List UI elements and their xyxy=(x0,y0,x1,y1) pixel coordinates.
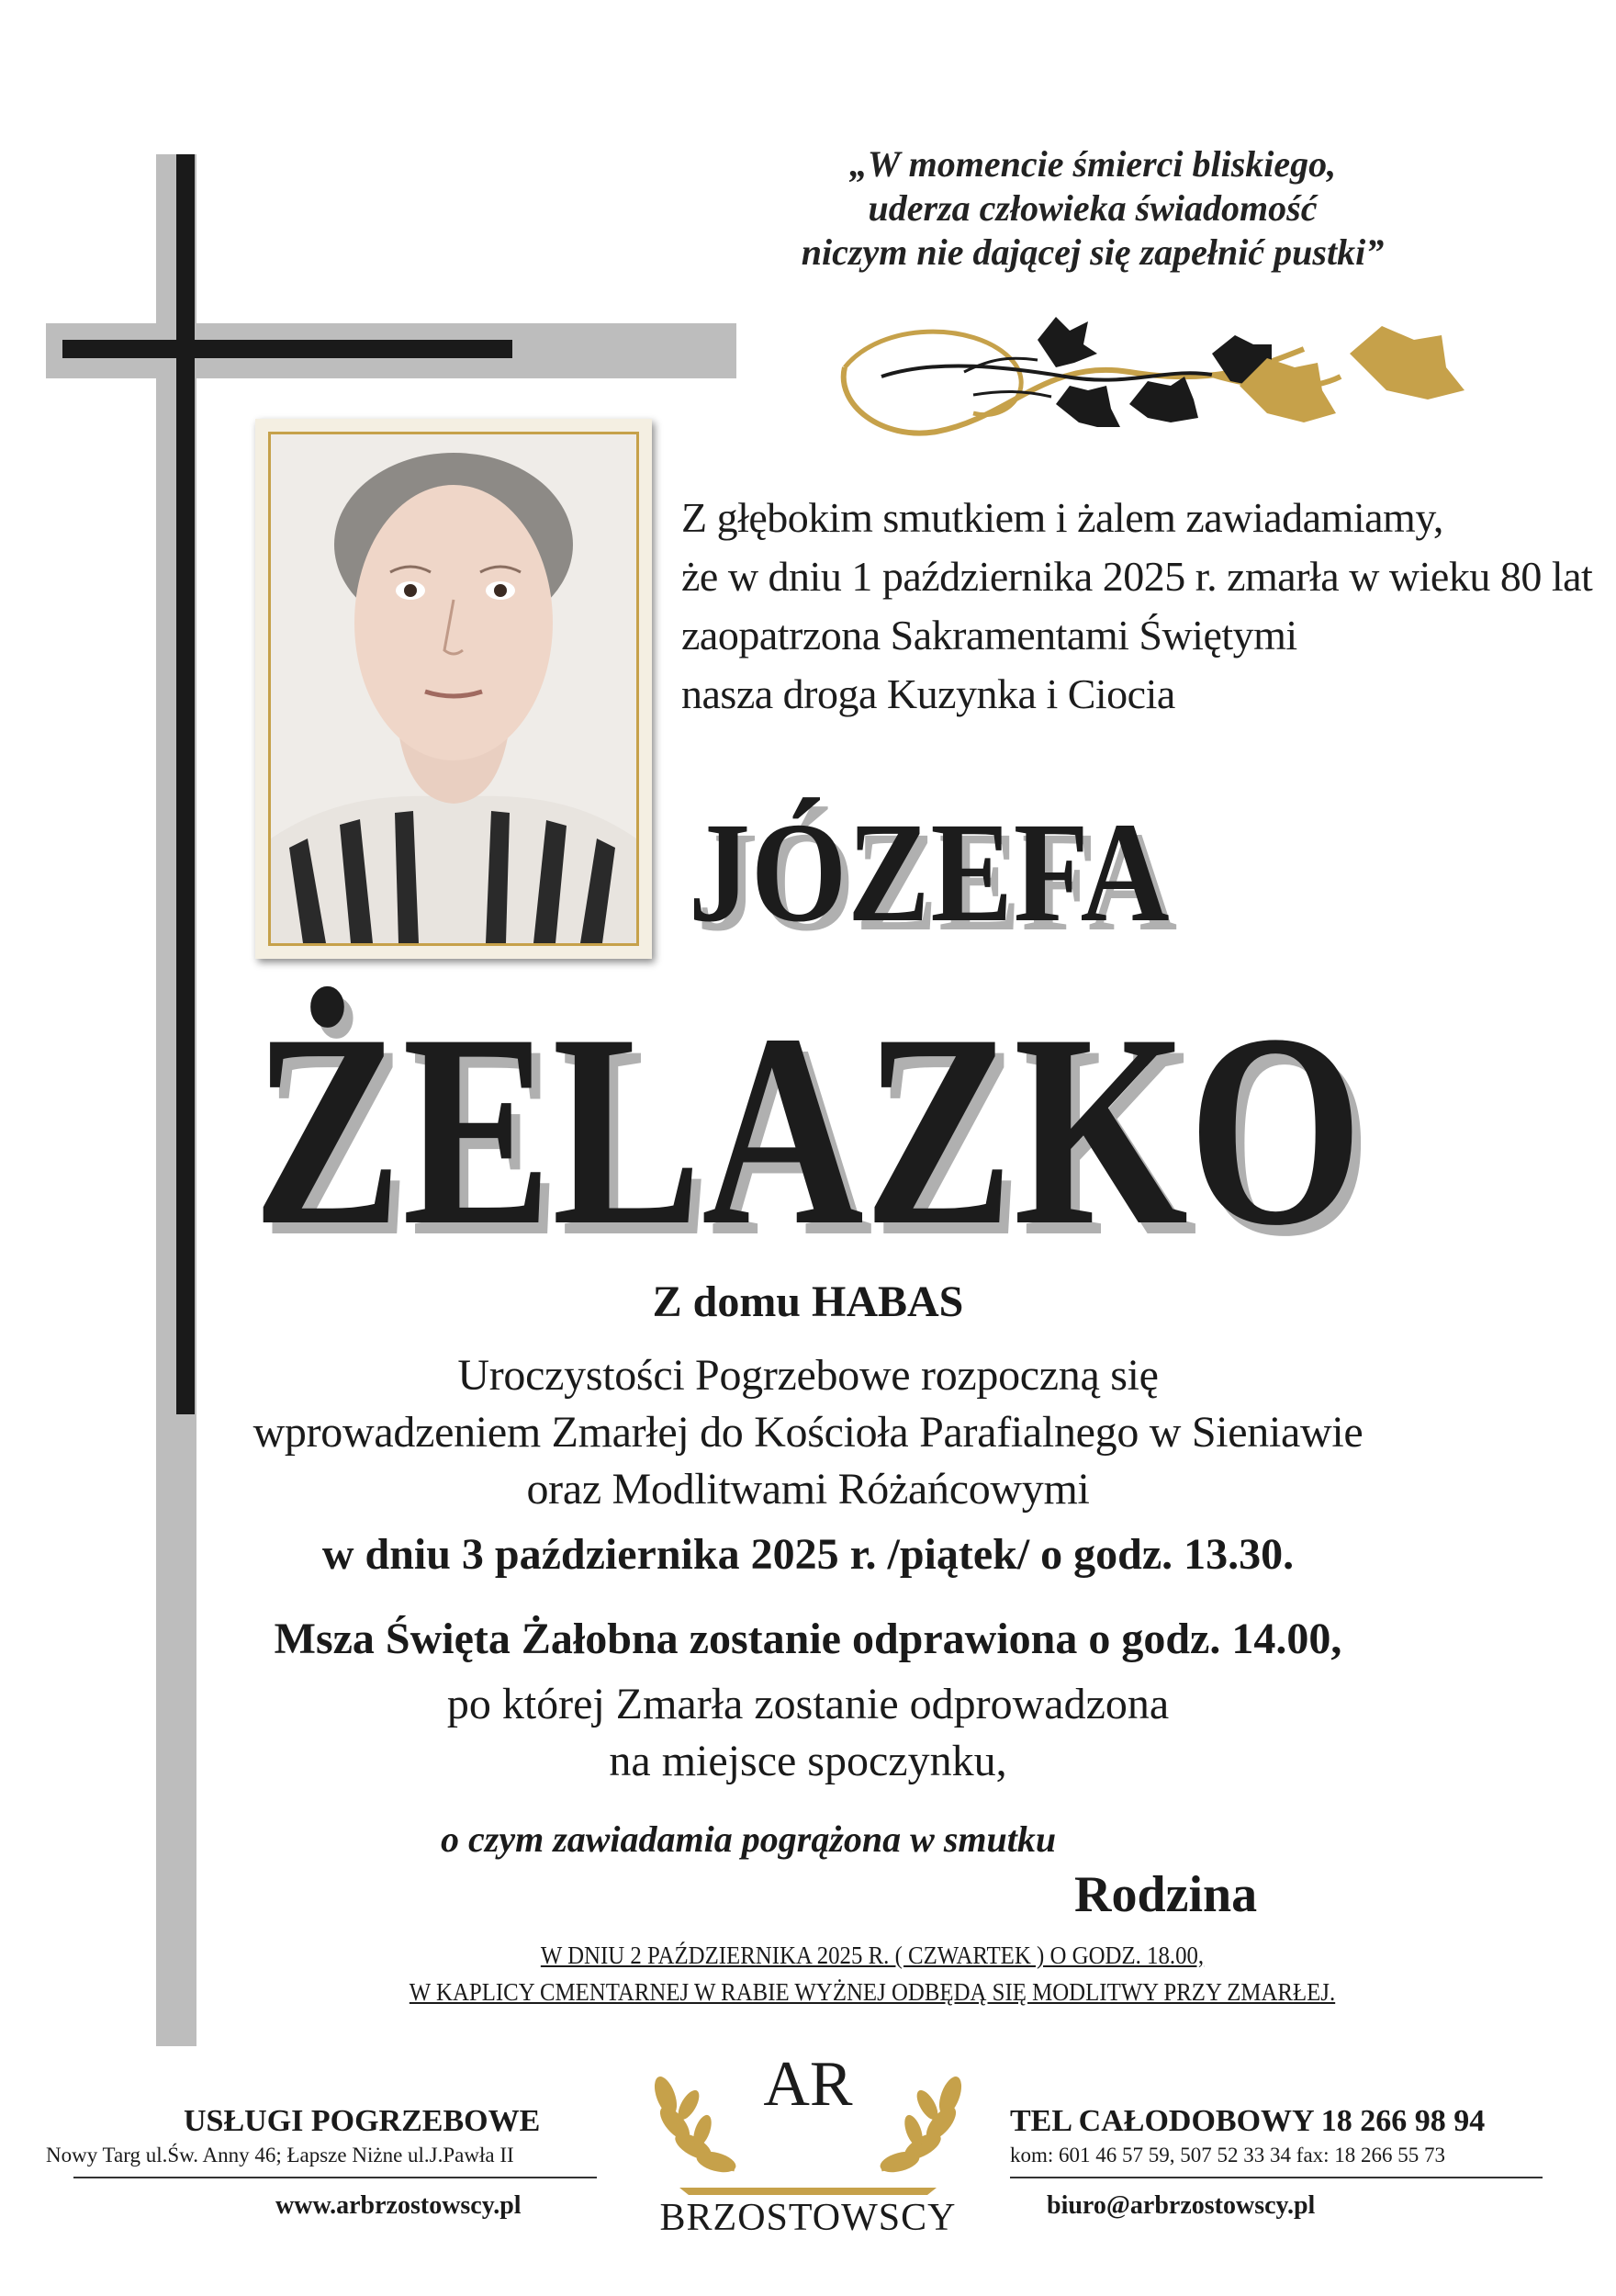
logo-name: BRZOSTOWSCY xyxy=(659,2197,957,2239)
announcement-line: Z głębokim smutkiem i żalem zawiadamiamy, xyxy=(681,494,1443,541)
ceremony-line: oraz Modlitwami Różańcowymi xyxy=(526,1465,1090,1514)
ceremony-line: wprowadzeniem Zmarłej do Kościoła Parafialnego w Sieniawie xyxy=(252,1408,1364,1457)
phone-title: TEL CAŁODOBOWY 18 266 98 94 xyxy=(1010,2104,1486,2138)
ceremony-date: w dniu 3 października 2025 r. /piątek/ o godz. 13.30. xyxy=(321,1530,1295,1579)
mass-time: Msza Święta Żałobna zostanie odprawiona o godz. 14.00, xyxy=(274,1615,1342,1663)
email-link[interactable]: biuro@arbrzostowscy.pl xyxy=(1047,2191,1316,2220)
phone-numbers: kom: 601 46 57 59, 507 52 33 34 fax: 18 266 55 73 xyxy=(1010,2144,1446,2167)
portrait-illustration xyxy=(271,434,636,943)
memorial-quote xyxy=(643,142,1543,275)
announcement-line: zaopatrzona Sakramentami Świętymi xyxy=(681,612,1297,658)
announcement-line: że w dniu 1 października 2025 r. zmarła w wieku 80 lat xyxy=(681,553,1593,600)
family-intro: o czym zawiadamia pogrążona w smutku xyxy=(441,1818,1057,1860)
vine-ornament-icon xyxy=(826,303,1487,459)
portrait-photo xyxy=(268,432,639,946)
cross-bar xyxy=(62,340,512,358)
prayer-note-line: W KAPLICY CMENTARNEJ W RABIE WYŻNEJ ODBĘDĄ SIĘ MODLITWY PRZY ZMARŁEJ. xyxy=(409,1978,1336,2006)
footer-divider xyxy=(1010,2177,1543,2178)
ceremony-line: na miejsce spoczynku, xyxy=(609,1737,1007,1785)
prayer-note-line: W DNIU 2 PAŹDZIERNIKA 2025 R. ( CZWARTEK ) O GODZ. 18.00, xyxy=(540,1941,1205,1969)
family-signature: Rodzina xyxy=(1074,1866,1258,1923)
deceased-surname: ŻELAZKO xyxy=(252,977,1364,1282)
website-link[interactable]: www.arbrzostowscy.pl xyxy=(275,2191,522,2220)
quote-line: uderza człowieka świadomość xyxy=(868,187,1318,229)
announcement-text xyxy=(681,489,1593,724)
footer-divider xyxy=(73,2177,597,2178)
funeral-services-address: Nowy Targ ul.Św. Anny 46; Łapsze Niżne ul.J.Pawła II xyxy=(46,2144,514,2167)
quote-line: niczym nie dającej się zapełnić pustki” xyxy=(801,231,1385,273)
portrait-frame xyxy=(255,419,652,959)
maiden-name: Z domu HABAS xyxy=(652,1277,964,1326)
quote-line: „W momencie śmierci bliskiego, xyxy=(848,143,1337,185)
funeral-services-title: USŁUGI POGRZEBOWE xyxy=(184,2104,541,2138)
announcement-line: nasza droga Kuzynka i Ciocia xyxy=(681,670,1175,717)
deceased-first-name: JÓZEFA xyxy=(689,793,1171,951)
ceremony-line: po której Zmarła zostanie odprowadzona xyxy=(446,1680,1170,1728)
logo-monogram: AR xyxy=(763,2049,853,2120)
ceremony-line: Uroczystości Pogrzebowe rozpoczną się xyxy=(457,1351,1159,1400)
